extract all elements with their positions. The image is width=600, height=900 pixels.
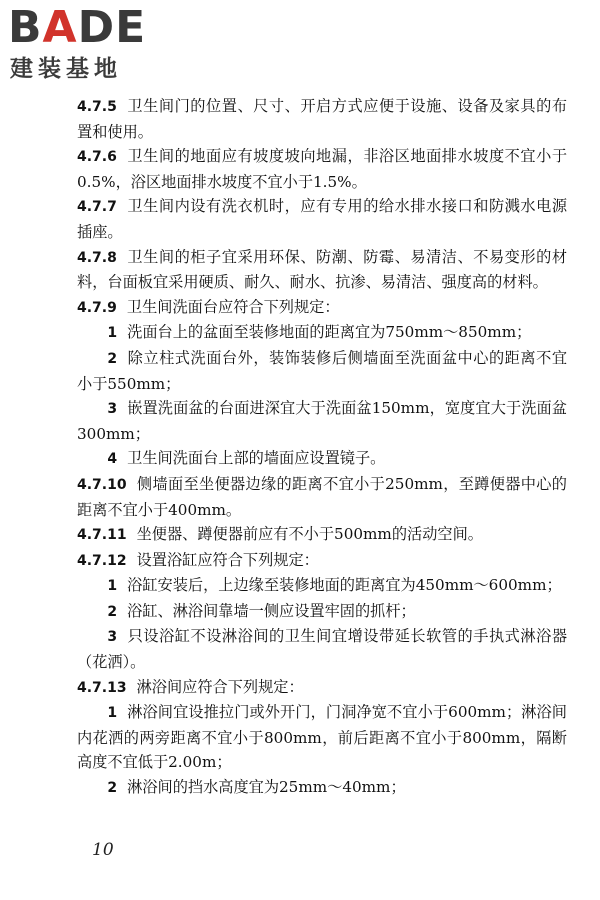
sub-item	[77, 624, 567, 674]
clause-text: 设置浴缸应符合下列规定：	[136, 550, 319, 569]
clause-number: 4.7.12	[77, 552, 127, 569]
sub-item-text: 浴缸安装后，上边缘至装修地面的距离宜为450mm～600mm；	[127, 576, 562, 595]
logo-letters-de: DE	[77, 2, 147, 53]
sub-item	[77, 446, 567, 472]
sub-item-text: 只设浴缸不设淋浴间的卫生间宜增设带延长软管的手执式淋浴器（花洒）。	[77, 627, 567, 672]
clause	[77, 472, 567, 522]
clause	[77, 94, 567, 144]
sub-item	[77, 320, 567, 346]
sub-item-text: 卫生间洗面台上部的墙面应设置镜子。	[127, 449, 386, 468]
clause-number: 4.7.10	[77, 476, 127, 493]
clause-text: 卫生间门的位置、尺寸、开启方式应便于设施、设备及家具的布置和使用。	[77, 97, 567, 141]
sub-item-number: 4	[107, 451, 118, 468]
clause	[77, 245, 567, 295]
sub-item-number: 1	[107, 578, 118, 595]
sub-item-text: 洗面台上的盆面至装修地面的距离宜为750mm～850mm；	[127, 323, 532, 342]
clause	[77, 548, 567, 574]
sub-item	[77, 599, 567, 625]
clause-number: 4.7.8	[77, 249, 117, 266]
sub-item-text: 淋浴间宜设推拉门或外开门，门洞净宽不宜小于600mm；淋浴间内花洒的两旁距离不宜小于800mm，前后距离不宜小于800mm，隔断高度不宜低于2.00m；	[77, 703, 567, 772]
sub-item-number: 2	[107, 780, 118, 797]
clause-text: 坐便器、蹲便器前应有不小于500mm的活动空间。	[136, 525, 483, 544]
sub-item-number: 3	[107, 629, 118, 646]
clause-text: 卫生间的地面应有坡度坡向地漏，非浴区地面排水坡度不宜小于0.5%，浴区地面排水坡度不宜小于1.5%。	[77, 147, 567, 191]
sub-item	[77, 700, 567, 775]
clause	[77, 675, 567, 701]
clause-number: 4.7.5	[77, 99, 117, 115]
clause	[77, 295, 567, 321]
clause-number: 4.7.7	[77, 199, 117, 216]
clause-number: 4.7.6	[77, 149, 117, 166]
sub-item	[77, 396, 567, 446]
logo-letter-b: B	[8, 2, 43, 53]
sub-item-text: 除立柱式洗面台外，装饰装修后侧墙面至洗面盆中心的距离不宜小于550mm；	[77, 348, 567, 393]
sub-item-number: 2	[107, 350, 118, 367]
bade-logo	[8, 4, 178, 86]
clause-text: 卫生间内设有洗衣机时，应有专用的给水排水接口和防溅水电源插座。	[77, 197, 567, 241]
logo-wordmark	[8, 4, 146, 52]
clause-text: 淋浴间应符合下列规定：	[136, 677, 304, 696]
logo-subtitle: 建装基地	[10, 56, 122, 82]
document-body	[77, 94, 567, 801]
clause	[77, 522, 567, 548]
sub-item-text: 嵌置洗面盆的台面进深宜大于洗面盆150mm，宽度宜大于洗面盆300mm；	[77, 399, 567, 443]
sub-item	[77, 573, 567, 599]
clause-text: 卫生间的柜子宜采用环保、防潮、防霉、易清洁、不易变形的材料，台面板宜采用硬质、耐久、耐水、抗渗、易清洁、强度高的材料。	[77, 247, 567, 292]
sub-item	[77, 775, 567, 801]
page-number: 10	[92, 840, 114, 860]
clause-number: 4.7.13	[77, 679, 127, 696]
sub-item-number: 1	[107, 325, 118, 342]
clause-number: 4.7.11	[77, 527, 127, 544]
sub-item-number: 2	[107, 603, 118, 620]
clause-text: 侧墙面至坐便器边缘的距离不宜小于250mm，至蹲便器中心的距离不宜小于400mm。	[77, 474, 567, 519]
sub-item-number: 3	[107, 401, 118, 418]
sub-item-number: 1	[107, 705, 118, 722]
sub-item	[77, 346, 567, 396]
clause	[77, 194, 567, 244]
sub-item-text: 淋浴间的挡水高度宜为25mm～40mm；	[127, 778, 406, 797]
logo-letter-a: A	[42, 2, 78, 53]
clause-number: 4.7.9	[77, 299, 117, 316]
sub-item-text: 浴缸、淋浴间靠墙一侧应设置牢固的抓杆；	[127, 601, 416, 620]
clause	[77, 144, 567, 194]
clause-text: 卫生间洗面台应符合下列规定：	[126, 297, 340, 316]
